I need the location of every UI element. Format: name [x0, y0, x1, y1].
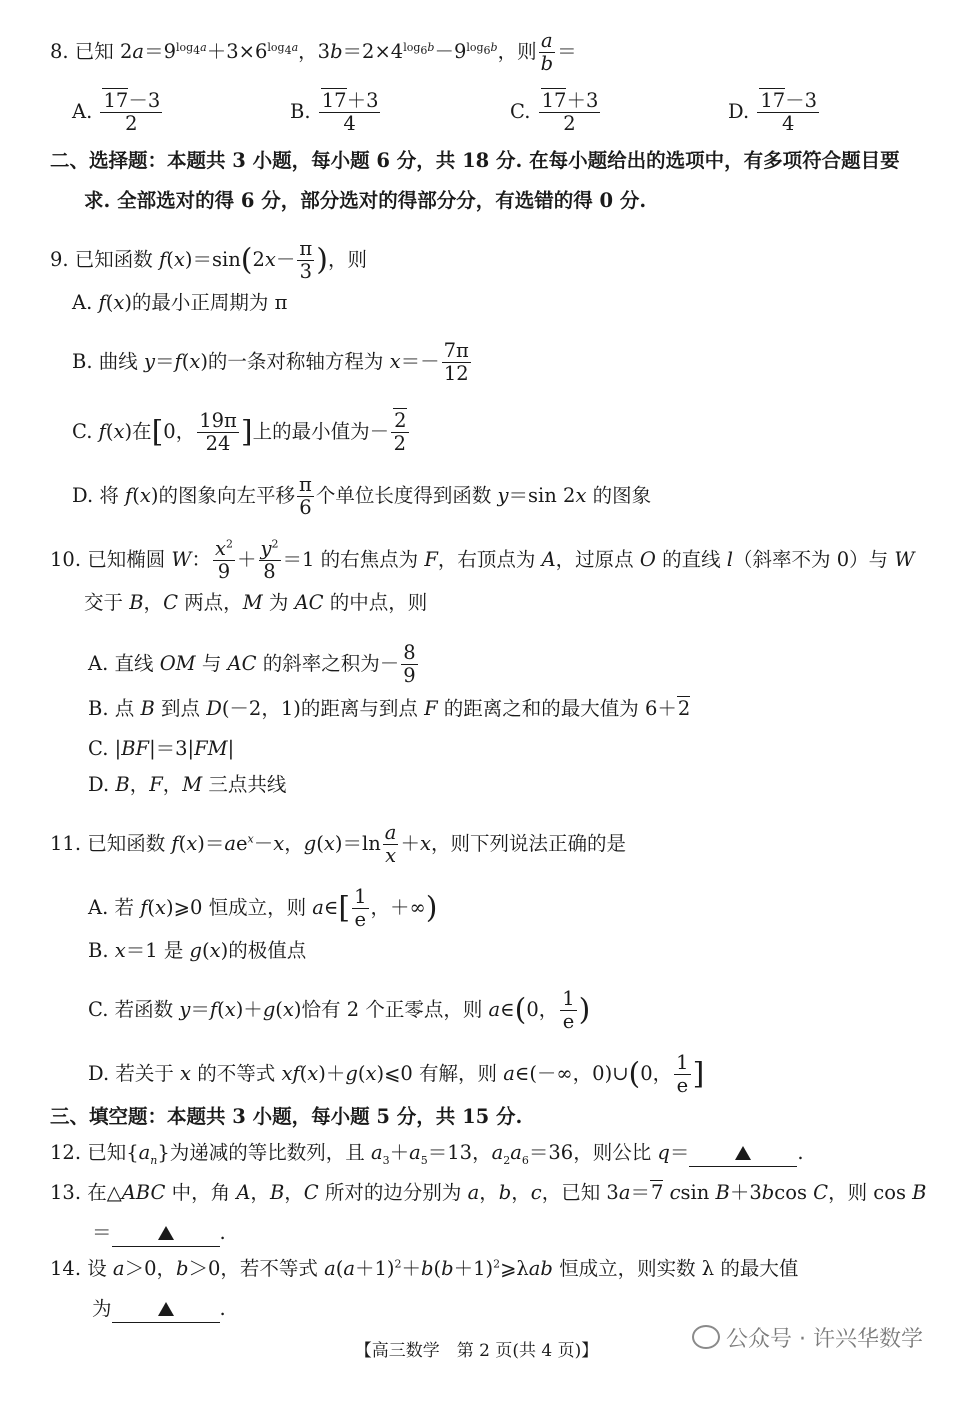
- triangle-icon: [158, 1226, 174, 1240]
- section2-instructions-line1: 二、选择题：本题共 3 小题，每小题 6 分，共 18 分. 在每小题给出的选项中，有多项符合题目要: [50, 149, 900, 172]
- q11-stem: 11. 已知函数 $f(x)=ae^x-x$，g(x)＝ln $\frac{a}{x}$ ＋x，则下列说法正确的是: [50, 821, 626, 867]
- section3-title: 三、填空题：本题共 3 小题，每小题 5 分，共 15 分.: [50, 1105, 523, 1128]
- triangle-icon: [735, 1146, 751, 1160]
- watermark: [692, 1322, 923, 1353]
- q12-text: 12. 已知$\{a_n\}$为递减的等比数列，且 $a_3+a_5=13$，$a_2a_6=36$，则公比 q＝ .: [50, 1141, 804, 1167]
- q14-text: 14. 设 a＞0，b＞0，若不等式 $a(a+1)^2+b(b+1)^2⩾\lambda ab$ 恒成立，则实数 λ 的最大值: [50, 1257, 799, 1280]
- q11-option-b: B. x＝1 是 g(x)的极值点: [88, 939, 307, 962]
- q9-option-a: A. f(x)的最小正周期为 π: [72, 291, 288, 314]
- q11-option-a: A. 若 f(x)⩾0 恒成立，则 a∈[ $\frac{1}{e}$ ，＋∞): [88, 885, 438, 931]
- q12-answer-blank[interactable]: [689, 1140, 797, 1167]
- q9-option-c: C. f(x)在[0， $\frac{19\pi}{24}$ ]上的最小值为－ $\frac{2}{2}$: [72, 409, 407, 455]
- q14-line2: 为 .: [92, 1296, 226, 1323]
- q13-answer-blank[interactable]: [112, 1220, 220, 1247]
- q10-stem-line2: 交于 B，C 两点，M 为 AC 的中点，则: [84, 591, 428, 614]
- q10-option-b: B. 点 B 到点 D(－2，1)的距离与到点 F 的距离之和的最大值为 6＋2: [88, 697, 691, 720]
- q8-option-c: C. $\frac{17+3}{2}$: [510, 89, 599, 135]
- q8-option-b: B. $\frac{17+3}{4}$: [290, 89, 379, 135]
- q13-text: 13. 在△ABC 中，角 A，B，C 所对的边分别为 a，b，c，已知 3a＝7 csin B＋3bcos C，则 cos B: [50, 1181, 927, 1204]
- page-footer: 【高三数学 第 2 页(共 4 页)】: [354, 1341, 599, 1361]
- q8-stem: 8. 已知 $2a=9^{log_4a}+3\times 6^{log_4a}$，$3b=2\times 4^{log_6b}-9^{log_6b}$，则 $\frac{a}{b}$ ＝: [50, 29, 577, 75]
- q10-option-d: D. B，F，M 三点共线: [88, 773, 287, 796]
- q9-stem: 9. 已知函数 f(x)＝sin(2x－ $\frac{\pi}{3}$ )，则: [50, 237, 367, 283]
- q11-option-d: D. 若关于 x 的不等式 xf(x)＋g(x)⩽0 有解，则 a∈(－∞，0)∪(0， $\frac{1}{e}$ ]: [88, 1051, 705, 1097]
- q10-option-a: A. 直线 OM 与 AC 的斜率之积为－ $\frac{8}{9}$: [88, 641, 416, 687]
- q14-answer-blank[interactable]: [112, 1296, 220, 1323]
- watermark-text: 公众号 · 许兴华数学: [726, 1327, 923, 1352]
- triangle-icon: [158, 1302, 174, 1316]
- q13-line2: ＝ .: [92, 1220, 226, 1247]
- section2-instructions-line2: 求. 全部选对的得 6 分，部分选对的得部分分，有选错的得 0 分.: [84, 189, 647, 212]
- q8-option-a: A. $\frac{17-3}{2}$: [72, 89, 161, 135]
- q8-option-d: D. $\frac{17-3}{4}$: [728, 89, 818, 135]
- q10-stem-line1: 10. 已知椭圆 W： $\frac{x^2}{9}$ ＋ $\frac{y^2}{8}$ ＝1 的右焦点为 F，右顶点为 A，过原点 O 的直线 l（斜率不为 0）与 W: [50, 537, 915, 583]
- q10-option-c: C. |BF|＝3|FM|: [88, 737, 235, 760]
- wechat-icon: [692, 1325, 720, 1349]
- q9-option-d: D. 将 f(x)的图象向左平移 $\frac{\pi}{6}$ 个单位长度得到函数 y＝sin 2x 的图象: [72, 473, 652, 519]
- q11-option-c: C. 若函数 y＝f(x)＋g(x)恰有 2 个正零点，则 a∈(0， $\frac{1}{e}$ ): [88, 987, 591, 1033]
- q9-option-b: B. 曲线 y＝f(x)的一条对称轴方程为 x＝－ $\frac{7\pi}{12}$: [72, 339, 469, 385]
